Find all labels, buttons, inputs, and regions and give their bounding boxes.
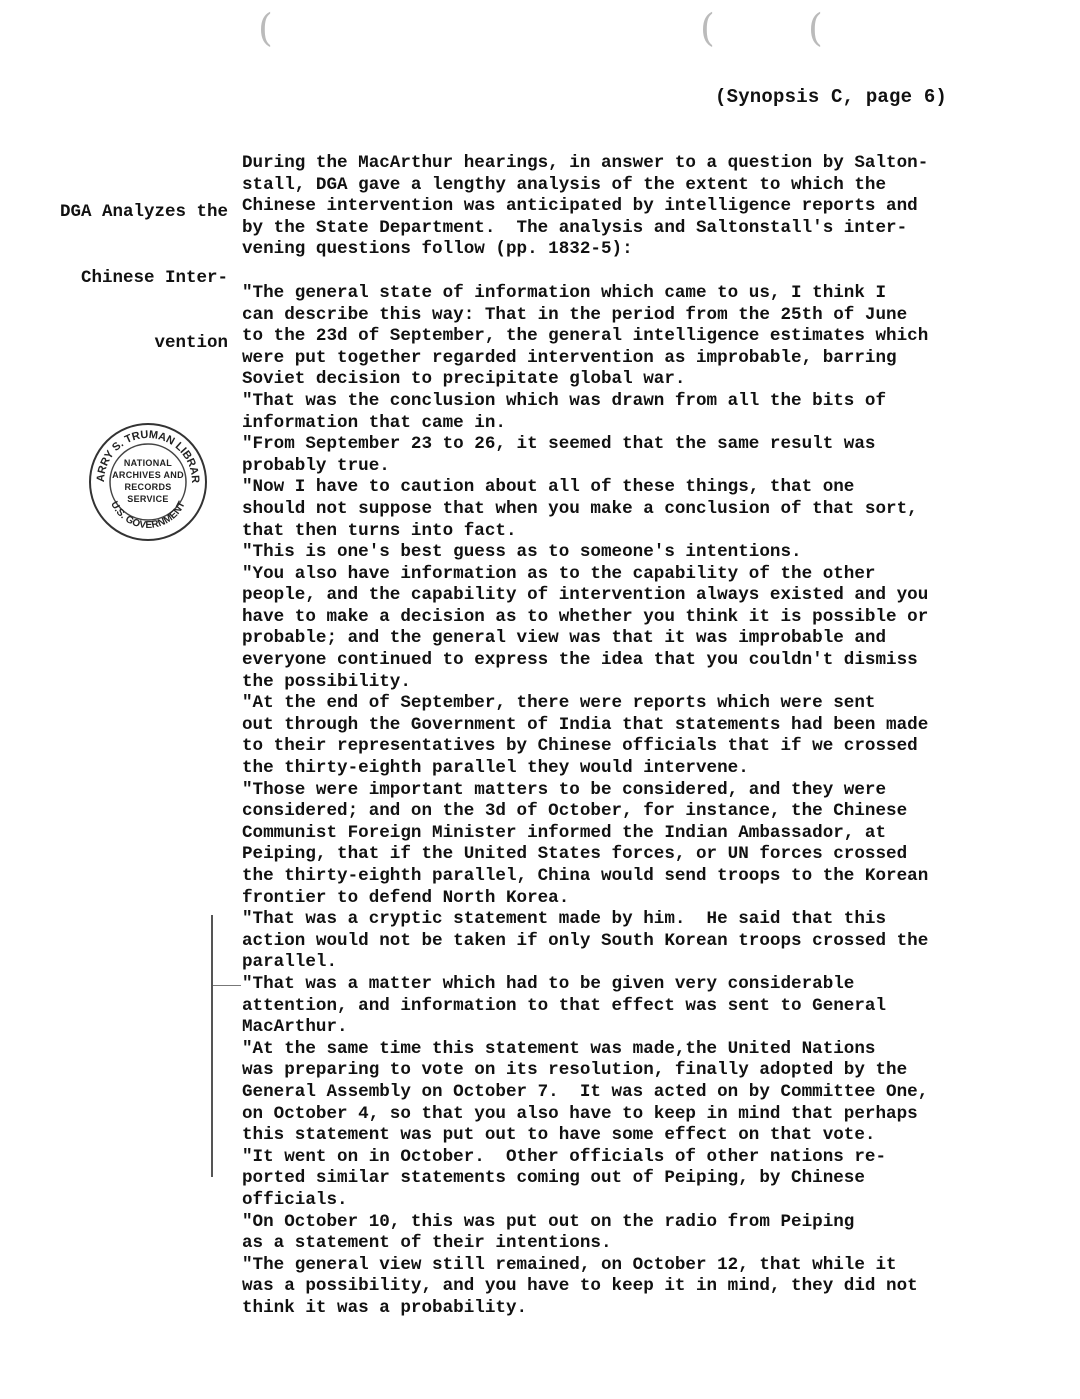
testimony-line: have to make a decision as to whether you think it is possible or	[242, 606, 929, 627]
margin-heading	[58, 157, 228, 398]
stamp-ring-text: ARRY S. TRUMAN LIBRAR	[94, 428, 202, 484]
margin-annotation-tick	[213, 985, 241, 986]
stamp-line: NATIONAL	[123, 458, 173, 468]
testimony-line: "On October 10, this was put out on the radio from Peiping	[242, 1211, 855, 1232]
testimony-line: "This is one's best guess as to someone's intentions.	[242, 542, 802, 563]
testimony-line: "Now I have to caution about all of these things, that one	[242, 477, 855, 498]
testimony-line: Peiping, that if the United States forces, or UN forces crossed	[242, 844, 908, 865]
intro-line: stall, DGA gave a lengthy analysis of the extent to which the	[242, 174, 887, 195]
intro-line: by the State Department. The analysis and Saltonstall's inter-	[242, 217, 908, 238]
testimony-line: officials.	[242, 1189, 348, 1210]
scan-mark: (	[808, 6, 823, 50]
testimony-line: people, and the capability of intervention always existed and you	[242, 585, 929, 606]
testimony-line: "That was a cryptic statement made by him. He said that this	[242, 909, 887, 930]
testimony-line: information that came in.	[242, 412, 506, 433]
testimony-line: considered; and on the 3d of October, for instance, the Chinese	[242, 801, 908, 822]
testimony-line: "You also have information as to the capability of the other	[242, 563, 876, 584]
stamp-bottom-text: U.S. GOVERNMENT	[108, 499, 188, 532]
intro-paragraph	[242, 153, 1062, 261]
archive-stamp	[84, 418, 212, 546]
margin-heading-line: DGA Analyzes the	[59, 202, 228, 222]
testimony-line: Communist Foreign Minister informed the Indian Ambassador, at	[242, 822, 887, 843]
testimony-line: was preparing to vote on its resolution, finally adopted by the	[242, 1060, 908, 1081]
svg-text:U.S. GOVERNMENT	[108, 500, 187, 531]
testimony-line: should not suppose that when you make a conclusion of that sort,	[242, 498, 918, 519]
stamp-line: SERVICE	[127, 494, 169, 504]
testimony-line: were put together regarded intervention as improbable, barring	[242, 347, 897, 368]
testimony-line: ported similar statements coming out of Peiping, by Chinese	[242, 1168, 865, 1189]
intro-line: vening questions follow (pp. 1832-5):	[242, 239, 633, 260]
testimony-line: think it was a probability.	[242, 1297, 528, 1318]
testimony-line: MacArthur.	[242, 1017, 348, 1038]
testimony-line: frontier to defend North Korea.	[242, 887, 570, 908]
testimony-line: "It went on in October. Other officials of other nations re-	[242, 1146, 887, 1167]
testimony-line: everyone continued to express the idea that you couldn't dismiss	[242, 650, 918, 671]
testimony-line: the thirty-eighth parallel they would intervene.	[242, 758, 749, 779]
testimony-line: General Assembly on October 7. It was acted on by Committee One,	[242, 1081, 929, 1102]
intro-line: During the MacArthur hearings, in answer to a question by Salton-	[242, 153, 929, 173]
testimony-line: "The general view still remained, on October 12, that while it	[242, 1254, 897, 1275]
testimony-line: parallel.	[242, 952, 338, 973]
testimony-line: action would not be taken if only South Korean troops crossed the	[242, 930, 929, 951]
testimony-line: "That was a matter which had to be given very considerable	[242, 973, 855, 994]
margin-annotation-line	[211, 915, 213, 1177]
testimony-line: "Those were important matters to be considered, and they were	[242, 779, 887, 800]
testimony-line: probably true.	[242, 455, 390, 476]
testimony-line: "The general state of information which came to us, I think I	[242, 282, 887, 303]
testimony-line: to their representatives by Chinese officials that if we crossed	[242, 736, 918, 757]
intro-line: Chinese intervention was anticipated by intelligence reports and	[242, 196, 918, 217]
testimony-line: on October 4, so that you also have to keep in mind that perhaps	[242, 1103, 918, 1124]
testimony-line: Soviet decision to precipitate global war.	[242, 369, 686, 390]
stamp-line: ARCHIVES AND	[112, 470, 184, 480]
testimony-line: attention, and information to that effect was sent to General	[242, 995, 887, 1016]
testimony-line: the thirty-eighth parallel, China would send troops to the Korean	[242, 866, 929, 886]
stamp-line: RECORDS	[124, 482, 172, 492]
testimony-line: to the 23d of September, the general intelligence estimates which	[242, 326, 929, 347]
testimony-line: "At the end of September, there were reports which were sent	[242, 693, 876, 714]
testimony-line: probable; and the general view was that it was improbable and	[242, 628, 887, 649]
testimony-line: out through the Government of India that statements had been made	[242, 714, 929, 735]
testimony-line: can describe this way: That in the period from the 25th of June	[242, 304, 908, 325]
scan-mark: (	[700, 6, 715, 50]
scan-mark: (	[258, 6, 273, 50]
testimony-line: "At the same time this statement was made,the United Nations	[242, 1038, 876, 1059]
page-reference: (Synopsis C, page 6)	[715, 86, 948, 108]
testimony-line: "That was the conclusion which was drawn from all the bits of	[242, 390, 887, 411]
quoted-testimony	[242, 283, 1062, 1320]
testimony-line: "From September 23 to 26, it seemed that the same result was	[242, 434, 876, 455]
testimony-line: this statement was put out to have some effect on that vote.	[242, 1125, 876, 1146]
testimony-line: was a possibility, and you have to keep it in mind, they did not	[242, 1276, 918, 1297]
body-text	[242, 153, 1062, 1319]
margin-heading-line: vention	[154, 333, 228, 354]
margin-heading-line: Chinese Inter-	[80, 267, 228, 288]
testimony-line: the possibility.	[242, 671, 411, 692]
testimony-line: that then turns into fact.	[242, 520, 517, 541]
testimony-line: as a statement of their intentions.	[242, 1233, 612, 1254]
